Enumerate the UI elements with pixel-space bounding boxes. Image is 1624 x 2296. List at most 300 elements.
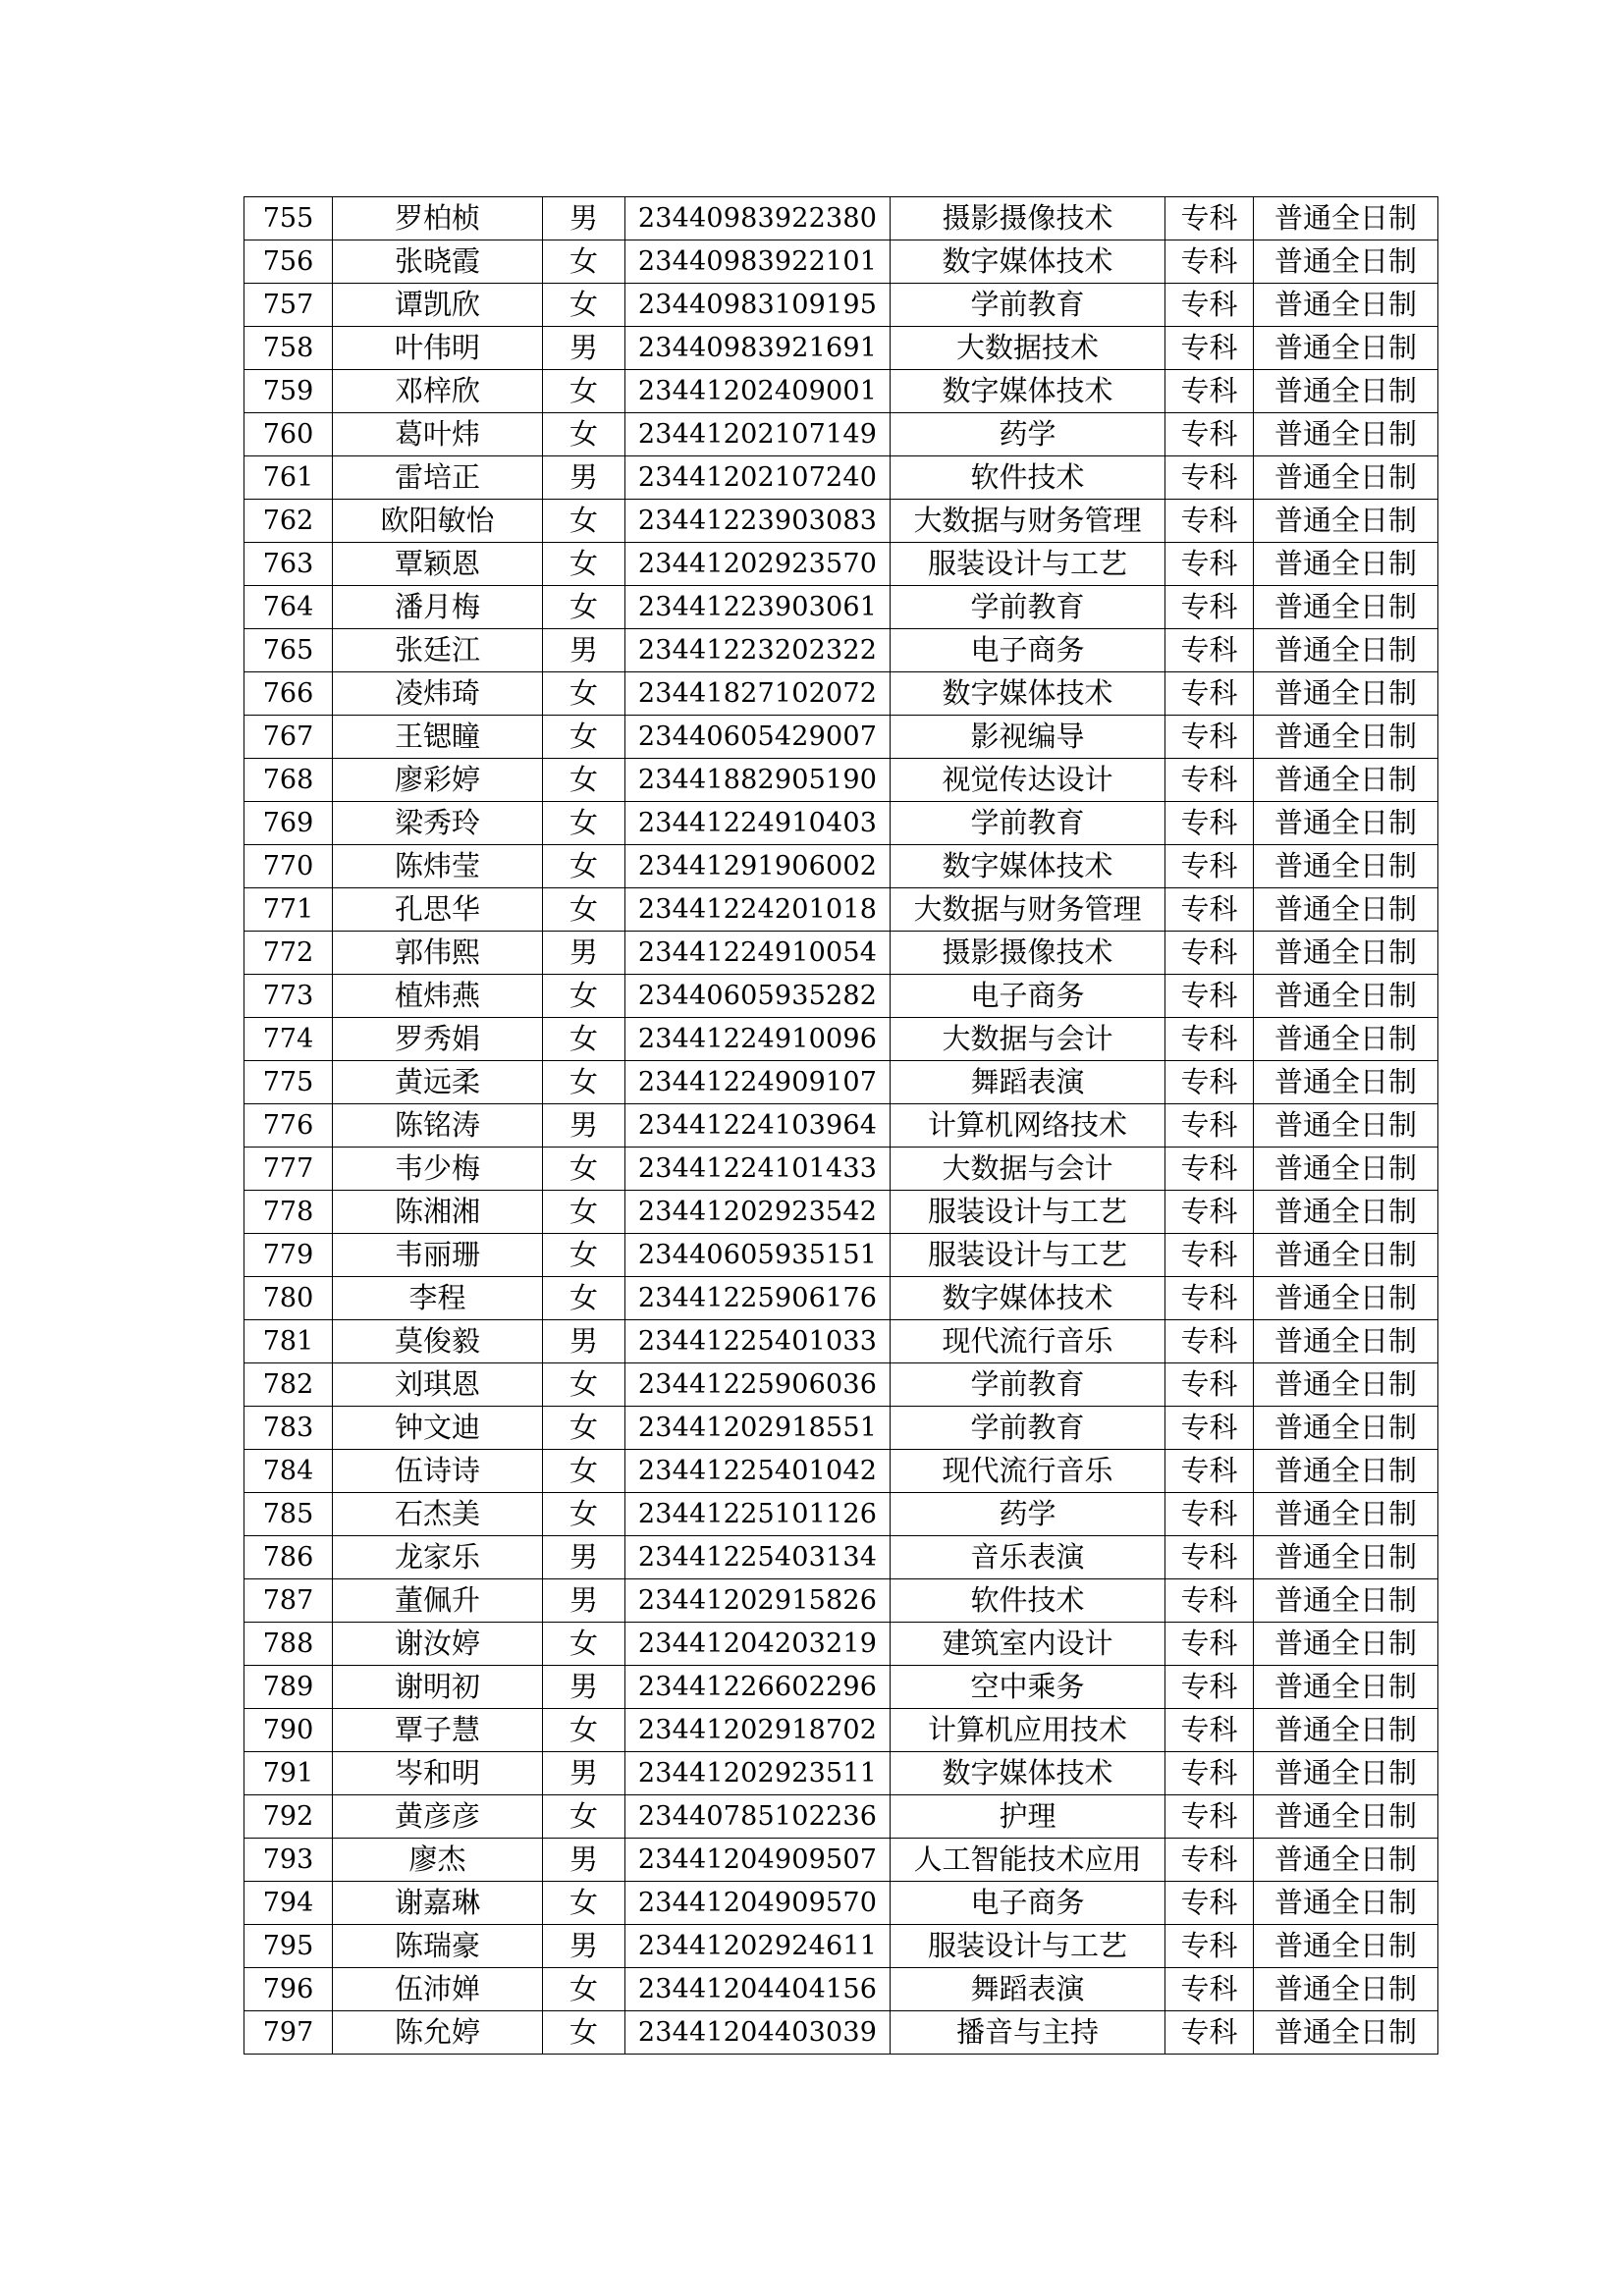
table-row <box>244 629 1438 672</box>
exam-id-cell: 23441224103964 <box>625 1104 891 1148</box>
row-number-cell: 756 <box>244 240 333 284</box>
row-number-cell: 768 <box>244 759 333 802</box>
major-cell: 学前教育 <box>891 802 1165 845</box>
row-number-cell: 777 <box>244 1148 333 1191</box>
major-cell: 学前教育 <box>891 284 1165 327</box>
exam-id-cell: 23440983922101 <box>625 240 891 284</box>
study-mode-cell: 普通全日制 <box>1254 932 1438 975</box>
student-name-cell: 谢嘉琳 <box>333 1882 543 1925</box>
exam-id-cell: 23441225401033 <box>625 1320 891 1363</box>
row-number-cell: 793 <box>244 1839 333 1882</box>
table-row <box>244 1061 1438 1104</box>
exam-id-cell: 23441202923511 <box>625 1752 891 1795</box>
education-level-cell: 专科 <box>1165 370 1254 413</box>
education-level-cell: 专科 <box>1165 759 1254 802</box>
exam-id-cell: 23440605935151 <box>625 1234 891 1277</box>
row-number-cell: 780 <box>244 1277 333 1320</box>
major-cell: 服装设计与工艺 <box>891 1234 1165 1277</box>
study-mode-cell: 普通全日制 <box>1254 1018 1438 1061</box>
exam-id-cell: 23441202923570 <box>625 543 891 586</box>
study-mode-cell: 普通全日制 <box>1254 327 1438 370</box>
table-row <box>244 716 1438 759</box>
table-row <box>244 975 1438 1018</box>
row-number-cell: 776 <box>244 1104 333 1148</box>
student-name-cell: 伍沛婵 <box>333 1968 543 2011</box>
exam-id-cell: 23441204203219 <box>625 1623 891 1666</box>
table-row <box>244 888 1438 932</box>
table-row <box>244 1363 1438 1407</box>
student-name-cell: 雷培正 <box>333 456 543 500</box>
student-name-cell: 廖杰 <box>333 1839 543 1882</box>
gender-cell: 女 <box>543 1191 625 1234</box>
gender-cell: 男 <box>543 1536 625 1579</box>
major-cell: 影视编导 <box>891 716 1165 759</box>
student-name-cell: 陈铭涛 <box>333 1104 543 1148</box>
study-mode-cell: 普通全日制 <box>1254 845 1438 888</box>
education-level-cell: 专科 <box>1165 1882 1254 1925</box>
table-row <box>244 802 1438 845</box>
gender-cell: 女 <box>543 716 625 759</box>
major-cell: 建筑室内设计 <box>891 1623 1165 1666</box>
student-name-cell: 陈湘湘 <box>333 1191 543 1234</box>
student-name-cell: 黄远柔 <box>333 1061 543 1104</box>
education-level-cell: 专科 <box>1165 1450 1254 1493</box>
major-cell: 现代流行音乐 <box>891 1320 1165 1363</box>
table-row <box>244 1839 1438 1882</box>
gender-cell: 男 <box>543 456 625 500</box>
gender-cell: 男 <box>543 1925 625 1968</box>
row-number-cell: 781 <box>244 1320 333 1363</box>
table-row <box>244 1407 1438 1450</box>
study-mode-cell: 普通全日制 <box>1254 456 1438 500</box>
major-cell: 大数据技术 <box>891 327 1165 370</box>
exam-id-cell: 23441202107240 <box>625 456 891 500</box>
gender-cell: 女 <box>543 586 625 629</box>
exam-id-cell: 23441204403039 <box>625 2011 891 2055</box>
exam-id-cell: 23441204909507 <box>625 1839 891 1882</box>
student-name-cell: 董佩升 <box>333 1579 543 1623</box>
major-cell: 现代流行音乐 <box>891 1450 1165 1493</box>
exam-id-cell: 23441225401042 <box>625 1450 891 1493</box>
row-number-cell: 797 <box>244 2011 333 2055</box>
education-level-cell: 专科 <box>1165 1104 1254 1148</box>
major-cell: 音乐表演 <box>891 1536 1165 1579</box>
gender-cell: 女 <box>543 1277 625 1320</box>
student-name-cell: 李程 <box>333 1277 543 1320</box>
education-level-cell: 专科 <box>1165 500 1254 543</box>
education-level-cell: 专科 <box>1165 1536 1254 1579</box>
major-cell: 软件技术 <box>891 1579 1165 1623</box>
table-row <box>244 197 1438 240</box>
table-row <box>244 1320 1438 1363</box>
gender-cell: 男 <box>543 1320 625 1363</box>
row-number-cell: 755 <box>244 197 333 240</box>
study-mode-cell: 普通全日制 <box>1254 1795 1438 1839</box>
education-level-cell: 专科 <box>1165 1148 1254 1191</box>
table-row <box>244 1450 1438 1493</box>
gender-cell: 男 <box>543 1752 625 1795</box>
student-name-cell: 葛叶炜 <box>333 413 543 456</box>
exam-id-cell: 23440785102236 <box>625 1795 891 1839</box>
student-name-cell: 伍诗诗 <box>333 1450 543 1493</box>
major-cell: 数字媒体技术 <box>891 845 1165 888</box>
study-mode-cell: 普通全日制 <box>1254 975 1438 1018</box>
education-level-cell: 专科 <box>1165 1795 1254 1839</box>
major-cell: 软件技术 <box>891 456 1165 500</box>
study-mode-cell: 普通全日制 <box>1254 500 1438 543</box>
exam-id-cell: 23441226602296 <box>625 1666 891 1709</box>
study-mode-cell: 普通全日制 <box>1254 240 1438 284</box>
table-row <box>244 586 1438 629</box>
education-level-cell: 专科 <box>1165 802 1254 845</box>
student-name-cell: 植炜燕 <box>333 975 543 1018</box>
table-row <box>244 932 1438 975</box>
table-row <box>244 456 1438 500</box>
study-mode-cell: 普通全日制 <box>1254 1148 1438 1191</box>
gender-cell: 女 <box>543 284 625 327</box>
education-level-cell: 专科 <box>1165 197 1254 240</box>
table-row <box>244 1882 1438 1925</box>
exam-id-cell: 23440983921691 <box>625 327 891 370</box>
row-number-cell: 794 <box>244 1882 333 1925</box>
student-name-cell: 潘月梅 <box>333 586 543 629</box>
study-mode-cell: 普通全日制 <box>1254 802 1438 845</box>
table-row <box>244 240 1438 284</box>
table-row <box>244 327 1438 370</box>
row-number-cell: 760 <box>244 413 333 456</box>
major-cell: 电子商务 <box>891 629 1165 672</box>
study-mode-cell: 普通全日制 <box>1254 2011 1438 2055</box>
education-level-cell: 专科 <box>1165 1493 1254 1536</box>
education-level-cell: 专科 <box>1165 456 1254 500</box>
gender-cell: 女 <box>543 845 625 888</box>
major-cell: 计算机网络技术 <box>891 1104 1165 1148</box>
row-number-cell: 758 <box>244 327 333 370</box>
major-cell: 视觉传达设计 <box>891 759 1165 802</box>
exam-id-cell: 23441224910403 <box>625 802 891 845</box>
table-row <box>244 1752 1438 1795</box>
row-number-cell: 771 <box>244 888 333 932</box>
student-name-cell: 谭凯欣 <box>333 284 543 327</box>
study-mode-cell: 普通全日制 <box>1254 1450 1438 1493</box>
education-level-cell: 专科 <box>1165 888 1254 932</box>
row-number-cell: 763 <box>244 543 333 586</box>
gender-cell: 男 <box>543 1839 625 1882</box>
exam-id-cell: 23441224910096 <box>625 1018 891 1061</box>
study-mode-cell: 普通全日制 <box>1254 1925 1438 1968</box>
education-level-cell: 专科 <box>1165 1407 1254 1450</box>
table-row <box>244 1925 1438 1968</box>
education-level-cell: 专科 <box>1165 716 1254 759</box>
row-number-cell: 783 <box>244 1407 333 1450</box>
student-name-cell: 钟文迪 <box>333 1407 543 1450</box>
table-row <box>244 1666 1438 1709</box>
gender-cell: 男 <box>543 197 625 240</box>
row-number-cell: 759 <box>244 370 333 413</box>
exam-id-cell: 23440605429007 <box>625 716 891 759</box>
gender-cell: 女 <box>543 975 625 1018</box>
education-level-cell: 专科 <box>1165 1363 1254 1407</box>
exam-id-cell: 23441202915826 <box>625 1579 891 1623</box>
student-name-cell: 谢明初 <box>333 1666 543 1709</box>
major-cell: 学前教育 <box>891 1407 1165 1450</box>
student-name-cell: 陈允婷 <box>333 2011 543 2055</box>
row-number-cell: 769 <box>244 802 333 845</box>
study-mode-cell: 普通全日制 <box>1254 1968 1438 2011</box>
row-number-cell: 774 <box>244 1018 333 1061</box>
major-cell: 舞蹈表演 <box>891 1061 1165 1104</box>
education-level-cell: 专科 <box>1165 975 1254 1018</box>
education-level-cell: 专科 <box>1165 1277 1254 1320</box>
document-page <box>244 196 1437 2055</box>
table-row <box>244 1234 1438 1277</box>
study-mode-cell: 普通全日制 <box>1254 586 1438 629</box>
table-row <box>244 413 1438 456</box>
gender-cell: 女 <box>543 1968 625 2011</box>
row-number-cell: 795 <box>244 1925 333 1968</box>
table-row <box>244 1709 1438 1752</box>
exam-id-cell: 23441223903083 <box>625 500 891 543</box>
gender-cell: 女 <box>543 1363 625 1407</box>
study-mode-cell: 普通全日制 <box>1254 716 1438 759</box>
major-cell: 电子商务 <box>891 975 1165 1018</box>
row-number-cell: 778 <box>244 1191 333 1234</box>
table-row <box>244 1104 1438 1148</box>
gender-cell: 女 <box>543 802 625 845</box>
table-row <box>244 284 1438 327</box>
major-cell: 数字媒体技术 <box>891 240 1165 284</box>
row-number-cell: 773 <box>244 975 333 1018</box>
study-mode-cell: 普通全日制 <box>1254 1407 1438 1450</box>
education-level-cell: 专科 <box>1165 1623 1254 1666</box>
education-level-cell: 专科 <box>1165 240 1254 284</box>
education-level-cell: 专科 <box>1165 932 1254 975</box>
major-cell: 空中乘务 <box>891 1666 1165 1709</box>
study-mode-cell: 普通全日制 <box>1254 1536 1438 1579</box>
study-mode-cell: 普通全日制 <box>1254 370 1438 413</box>
education-level-cell: 专科 <box>1165 327 1254 370</box>
major-cell: 数字媒体技术 <box>891 672 1165 716</box>
education-level-cell: 专科 <box>1165 672 1254 716</box>
study-mode-cell: 普通全日制 <box>1254 284 1438 327</box>
major-cell: 服装设计与工艺 <box>891 1191 1165 1234</box>
education-level-cell: 专科 <box>1165 2011 1254 2055</box>
education-level-cell: 专科 <box>1165 543 1254 586</box>
student-name-cell: 韦少梅 <box>333 1148 543 1191</box>
student-name-cell: 邓梓欣 <box>333 370 543 413</box>
student-name-cell: 孔思华 <box>333 888 543 932</box>
education-level-cell: 专科 <box>1165 1320 1254 1363</box>
student-name-cell: 梁秀玲 <box>333 802 543 845</box>
gender-cell: 男 <box>543 1666 625 1709</box>
exam-id-cell: 23441225403134 <box>625 1536 891 1579</box>
table-row <box>244 1968 1438 2011</box>
major-cell: 药学 <box>891 1493 1165 1536</box>
gender-cell: 女 <box>543 1234 625 1277</box>
exam-id-cell: 23441225101126 <box>625 1493 891 1536</box>
gender-cell: 女 <box>543 1709 625 1752</box>
education-level-cell: 专科 <box>1165 1666 1254 1709</box>
study-mode-cell: 普通全日制 <box>1254 1191 1438 1234</box>
gender-cell: 女 <box>543 1882 625 1925</box>
study-mode-cell: 普通全日制 <box>1254 1363 1438 1407</box>
study-mode-cell: 普通全日制 <box>1254 1277 1438 1320</box>
row-number-cell: 791 <box>244 1752 333 1795</box>
exam-id-cell: 23441224909107 <box>625 1061 891 1104</box>
exam-id-cell: 23441224101433 <box>625 1148 891 1191</box>
major-cell: 服装设计与工艺 <box>891 1925 1165 1968</box>
major-cell: 药学 <box>891 413 1165 456</box>
exam-id-cell: 23441202924611 <box>625 1925 891 1968</box>
education-level-cell: 专科 <box>1165 1839 1254 1882</box>
table-body <box>244 197 1438 2055</box>
study-mode-cell: 普通全日制 <box>1254 197 1438 240</box>
gender-cell: 女 <box>543 1795 625 1839</box>
major-cell: 计算机应用技术 <box>891 1709 1165 1752</box>
row-number-cell: 779 <box>244 1234 333 1277</box>
table-row <box>244 1579 1438 1623</box>
gender-cell: 女 <box>543 1623 625 1666</box>
exam-id-cell: 23441204404156 <box>625 1968 891 2011</box>
student-name-cell: 莫俊毅 <box>333 1320 543 1363</box>
row-number-cell: 789 <box>244 1666 333 1709</box>
row-number-cell: 764 <box>244 586 333 629</box>
student-roster-table <box>244 196 1438 2055</box>
row-number-cell: 757 <box>244 284 333 327</box>
exam-id-cell: 23441225906036 <box>625 1363 891 1407</box>
student-name-cell: 覃颖恩 <box>333 543 543 586</box>
row-number-cell: 784 <box>244 1450 333 1493</box>
row-number-cell: 792 <box>244 1795 333 1839</box>
major-cell: 电子商务 <box>891 1882 1165 1925</box>
study-mode-cell: 普通全日制 <box>1254 413 1438 456</box>
gender-cell: 女 <box>543 2011 625 2055</box>
student-name-cell: 凌炜琦 <box>333 672 543 716</box>
row-number-cell: 785 <box>244 1493 333 1536</box>
major-cell: 数字媒体技术 <box>891 1277 1165 1320</box>
gender-cell: 女 <box>543 1450 625 1493</box>
exam-id-cell: 23440983922380 <box>625 197 891 240</box>
gender-cell: 女 <box>543 543 625 586</box>
major-cell: 大数据与会计 <box>891 1018 1165 1061</box>
student-name-cell: 郭伟熙 <box>333 932 543 975</box>
gender-cell: 男 <box>543 629 625 672</box>
student-name-cell: 欧阳敏怡 <box>333 500 543 543</box>
row-number-cell: 790 <box>244 1709 333 1752</box>
gender-cell: 女 <box>543 413 625 456</box>
student-name-cell: 覃子慧 <box>333 1709 543 1752</box>
education-level-cell: 专科 <box>1165 1752 1254 1795</box>
student-name-cell: 黄彦彦 <box>333 1795 543 1839</box>
major-cell: 护理 <box>891 1795 1165 1839</box>
exam-id-cell: 23441202107149 <box>625 413 891 456</box>
student-name-cell: 罗秀娟 <box>333 1018 543 1061</box>
major-cell: 摄影摄像技术 <box>891 197 1165 240</box>
row-number-cell: 787 <box>244 1579 333 1623</box>
table-row <box>244 1191 1438 1234</box>
exam-id-cell: 23440983109195 <box>625 284 891 327</box>
education-level-cell: 专科 <box>1165 1968 1254 2011</box>
exam-id-cell: 23441204909570 <box>625 1882 891 1925</box>
major-cell: 大数据与会计 <box>891 1148 1165 1191</box>
student-name-cell: 刘琪恩 <box>333 1363 543 1407</box>
gender-cell: 女 <box>543 672 625 716</box>
exam-id-cell: 23441202923542 <box>625 1191 891 1234</box>
exam-id-cell: 23441223202322 <box>625 629 891 672</box>
table-row <box>244 759 1438 802</box>
study-mode-cell: 普通全日制 <box>1254 1104 1438 1148</box>
exam-id-cell: 23441202409001 <box>625 370 891 413</box>
row-number-cell: 775 <box>244 1061 333 1104</box>
exam-id-cell: 23440605935282 <box>625 975 891 1018</box>
table-row <box>244 543 1438 586</box>
table-row <box>244 1148 1438 1191</box>
exam-id-cell: 23441202918702 <box>625 1709 891 1752</box>
study-mode-cell: 普通全日制 <box>1254 1234 1438 1277</box>
study-mode-cell: 普通全日制 <box>1254 1752 1438 1795</box>
table-row <box>244 2011 1438 2055</box>
student-name-cell: 龙家乐 <box>333 1536 543 1579</box>
exam-id-cell: 23441223903061 <box>625 586 891 629</box>
exam-id-cell: 23441225906176 <box>625 1277 891 1320</box>
gender-cell: 男 <box>543 932 625 975</box>
study-mode-cell: 普通全日制 <box>1254 1882 1438 1925</box>
gender-cell: 女 <box>543 500 625 543</box>
education-level-cell: 专科 <box>1165 586 1254 629</box>
row-number-cell: 767 <box>244 716 333 759</box>
student-name-cell: 陈瑞豪 <box>333 1925 543 1968</box>
gender-cell: 男 <box>543 1104 625 1148</box>
row-number-cell: 762 <box>244 500 333 543</box>
student-name-cell: 廖彩婷 <box>333 759 543 802</box>
education-level-cell: 专科 <box>1165 1191 1254 1234</box>
table-row <box>244 370 1438 413</box>
major-cell: 学前教育 <box>891 1363 1165 1407</box>
student-name-cell: 石杰美 <box>333 1493 543 1536</box>
study-mode-cell: 普通全日制 <box>1254 543 1438 586</box>
row-number-cell: 761 <box>244 456 333 500</box>
education-level-cell: 专科 <box>1165 1579 1254 1623</box>
gender-cell: 女 <box>543 1148 625 1191</box>
row-number-cell: 766 <box>244 672 333 716</box>
major-cell: 舞蹈表演 <box>891 1968 1165 2011</box>
education-level-cell: 专科 <box>1165 1061 1254 1104</box>
study-mode-cell: 普通全日制 <box>1254 629 1438 672</box>
row-number-cell: 786 <box>244 1536 333 1579</box>
exam-id-cell: 23441202918551 <box>625 1407 891 1450</box>
student-name-cell: 叶伟明 <box>333 327 543 370</box>
gender-cell: 女 <box>543 370 625 413</box>
row-number-cell: 770 <box>244 845 333 888</box>
gender-cell: 男 <box>543 327 625 370</box>
student-name-cell: 陈炜莹 <box>333 845 543 888</box>
education-level-cell: 专科 <box>1165 1234 1254 1277</box>
exam-id-cell: 23441224201018 <box>625 888 891 932</box>
row-number-cell: 788 <box>244 1623 333 1666</box>
education-level-cell: 专科 <box>1165 845 1254 888</box>
study-mode-cell: 普通全日制 <box>1254 672 1438 716</box>
major-cell: 摄影摄像技术 <box>891 932 1165 975</box>
study-mode-cell: 普通全日制 <box>1254 1623 1438 1666</box>
major-cell: 服装设计与工艺 <box>891 543 1165 586</box>
table-row <box>244 1493 1438 1536</box>
study-mode-cell: 普通全日制 <box>1254 759 1438 802</box>
exam-id-cell: 23441827102072 <box>625 672 891 716</box>
row-number-cell: 765 <box>244 629 333 672</box>
study-mode-cell: 普通全日制 <box>1254 1839 1438 1882</box>
education-level-cell: 专科 <box>1165 413 1254 456</box>
table-row <box>244 1277 1438 1320</box>
